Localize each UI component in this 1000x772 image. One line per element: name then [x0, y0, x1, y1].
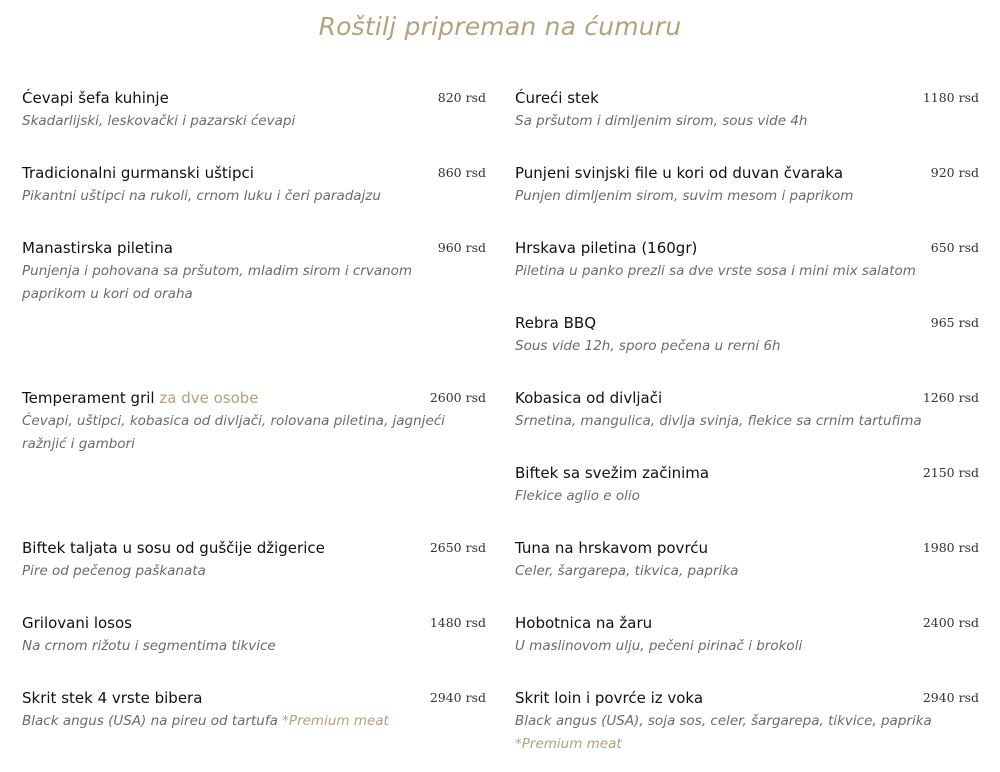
menu-item-name: Hrskava piletina (160gr): [515, 239, 698, 257]
menu-item-name: Hobotnica na žaru: [515, 614, 653, 632]
menu-item-name: Biftek sa svežim začinima: [515, 464, 710, 482]
menu-item-description: Flekice aglio e olio: [515, 488, 640, 504]
menu-item-price: 1180 rsd: [922, 90, 979, 105]
menu-item-price: 2650 rsd: [429, 540, 486, 555]
menu-item-price: 2150 rsd: [922, 465, 979, 480]
menu-item: [22, 687, 486, 733]
menu-section-title: Roštilj pripreman na ćumuru: [318, 12, 682, 41]
menu-item-price: 860 rsd: [437, 165, 486, 180]
menu-item-description: Sous vide 12h, sporo pečena u rerni 6h: [515, 338, 781, 354]
menu-item-description: U maslinovom ulju, pečeni pirinač i brokoli: [515, 638, 803, 654]
menu-item-price: 965 rsd: [930, 315, 979, 330]
premium-meat-label: *Premium meat: [282, 713, 389, 729]
menu-item-description-wrap: [22, 710, 486, 733]
menu-item-description: Black angus (USA) na pireu od tartufa: [22, 713, 278, 729]
menu-item-description: Skadarlijski, leskovački i pazarski ćevapi: [22, 113, 296, 129]
menu-item-description: Black angus (USA), soja sos, celer, šargarepa, tikvice, paprika: [515, 713, 932, 729]
menu-item-description: Na crnom rižotu i segmentima tikvice: [22, 638, 276, 654]
menu-item: [515, 462, 979, 508]
menu-item-description: Pikantni uštipci na rukoli, crnom luku i čeri paradajzu: [22, 188, 381, 204]
menu-item: [22, 87, 486, 133]
menu-item-description: Ćevapi, uštipci, kobasica od divljači, rolovana piletina, jagnjeći ražnjić i gambori: [22, 413, 445, 452]
menu-item-price: 1980 rsd: [922, 540, 979, 555]
menu-item-price: 960 rsd: [437, 240, 486, 255]
menu-item-price: 2940 rsd: [429, 690, 486, 705]
menu-item-name: Ćureći stek: [515, 89, 599, 107]
menu-item: [22, 237, 486, 306]
menu-item: [515, 612, 979, 658]
menu-item-price: 920 rsd: [930, 165, 979, 180]
menu-item-name: Manastirska piletina: [22, 239, 173, 257]
menu-item-name: Tuna na hrskavom povrću: [515, 539, 709, 557]
menu-item: [515, 237, 979, 283]
menu-item-description: Punjenja i pohovana sa pršutom, mladim sirom i crvanom paprikom u kori od oraha: [22, 263, 413, 302]
menu-item-price: 2600 rsd: [429, 390, 486, 405]
menu-item-description: Srnetina, mangulica, divlja svinja, flekice sa crnim tartufima: [515, 413, 922, 429]
menu-item: [22, 537, 486, 583]
menu-item-name-accent: za dve osobe: [159, 389, 259, 407]
menu-item-description: Celer, šargarepa, tikvica, paprika: [515, 563, 739, 579]
menu-item-name-wrap: [22, 389, 259, 407]
menu-item: [515, 312, 979, 358]
menu-item: [515, 687, 979, 756]
menu-item-name: Grilovani losos: [22, 614, 132, 632]
menu-item-price: 820 rsd: [437, 90, 486, 105]
menu-item-description: Pire od pečenog paškanata: [22, 563, 206, 579]
menu-item: [22, 612, 486, 658]
menu-item: [22, 387, 486, 456]
premium-meat-label: *Premium meat: [515, 736, 622, 752]
menu-item-description: Sa pršutom i dimljenim sirom, sous vide 4h: [515, 113, 808, 129]
menu-item-price: 2940 rsd: [922, 690, 979, 705]
menu-item: [515, 87, 979, 133]
menu-item: [515, 387, 979, 433]
menu-item-name: Biftek taljata u sosu od guščije džigerice: [22, 539, 325, 557]
menu-item-price: 1260 rsd: [922, 390, 979, 405]
menu-item-price: 1480 rsd: [429, 615, 486, 630]
menu-item-price: 2400 rsd: [922, 615, 979, 630]
menu-item-name: Rebra BBQ: [515, 314, 597, 332]
menu-item-name: Tradicionalni gurmanski uštipci: [22, 164, 254, 182]
menu-item-price: 650 rsd: [930, 240, 979, 255]
menu-item-name: Kobasica od divljači: [515, 389, 663, 407]
menu-item-name: Skrit stek 4 vrste bibera: [22, 689, 203, 707]
menu-item: [515, 537, 979, 583]
menu-item-name: Ćevapi šefa kuhinje: [22, 89, 169, 107]
menu-item-name: Punjeni svinjski file u kori od duvan čvaraka: [515, 164, 844, 182]
menu-item: [22, 162, 486, 208]
menu-item: [515, 162, 979, 208]
menu-item-name: Temperament gril: [22, 389, 155, 407]
menu-item-description: Punjen dimljenim sirom, suvim mesom i paprikom: [515, 188, 854, 204]
menu-item-description: Piletina u panko prezli sa dve vrste sosa i mini mix salatom: [515, 263, 916, 279]
menu-item-name: Skrit loin i povrće iz voka: [515, 689, 704, 707]
